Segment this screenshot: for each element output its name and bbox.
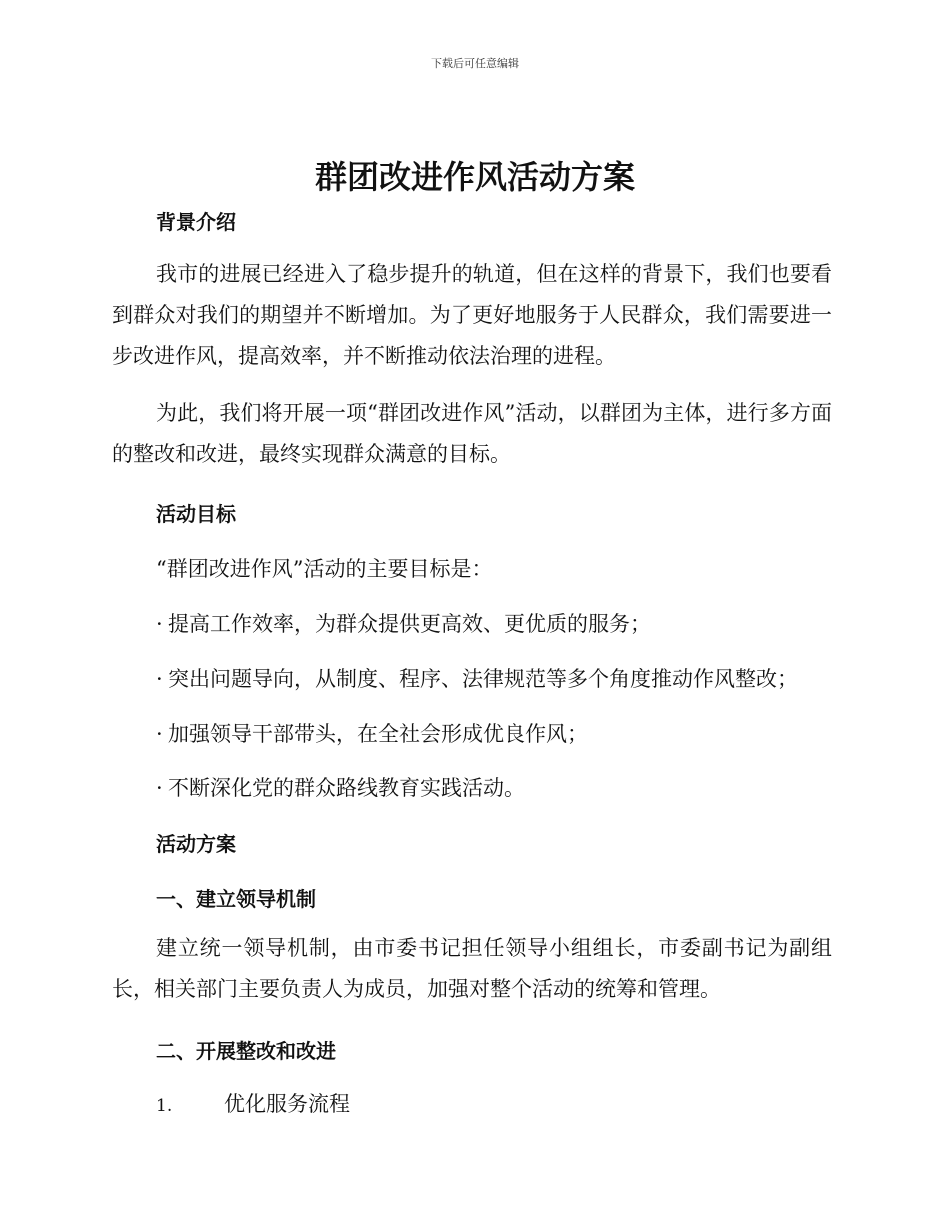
numbered-item [112,1088,876,1118]
heading-plan-2: 二、开展整改和改进 [156,1039,336,1063]
bullet-icon: · [156,776,163,800]
goal-text: 不断深化党的群众路线教育实践活动。 [168,776,525,800]
heading-plan-1: 一、建立领导机制 [156,887,316,911]
goal-text: 提高工作效率，为群众提供更高效、更优质的服务； [168,612,651,636]
document-title: 群团改进作风活动方案 [314,158,635,196]
goal-text: 加强领导干部带头，在全社会形成优良作风； [168,722,588,746]
heading-background: 背景介绍 [156,210,236,234]
goals-intro: “群团改进作风”活动的主要目标是： [156,557,493,581]
header-note: 下载后可任意编辑 [431,57,519,70]
item-number: 1. [156,1096,173,1116]
paragraph-plan-1: 建立统一领导机制，由市委书记担任领导小组组长，市委副书记为副组长，相关部门主要负责人为成员，加强对整个活动的统筹和管理。 [112,936,832,1001]
goal-item [112,718,876,748]
paragraph-background-1: 我市的进展已经进入了稳步提升的轨道，但在这样的背景下，我们也要看到群众对我们的期望并不断增加。为了更好地服务于人民群众，我们需要进一步改进作风，提高效率，并不断推动依法治理的进程。 [112,262,832,368]
goal-item [112,608,876,638]
bullet-icon: · [156,722,163,746]
heading-goals: 活动目标 [156,502,236,526]
goal-item [112,663,876,693]
bullet-icon: · [156,667,163,691]
goal-item [112,772,876,802]
bullet-icon: · [156,612,163,636]
paragraph-background-2: 为此，我们将开展一项“群团改进作风”活动，以群团为主体，进行多方面的整改和改进，最终实现群众满意的目标。 [112,401,832,466]
goal-text: 突出问题导向，从制度、程序、法律规范等多个角度推动作风整改； [168,667,798,691]
item-text: 优化服务流程 [224,1092,350,1116]
heading-plan: 活动方案 [156,832,236,856]
